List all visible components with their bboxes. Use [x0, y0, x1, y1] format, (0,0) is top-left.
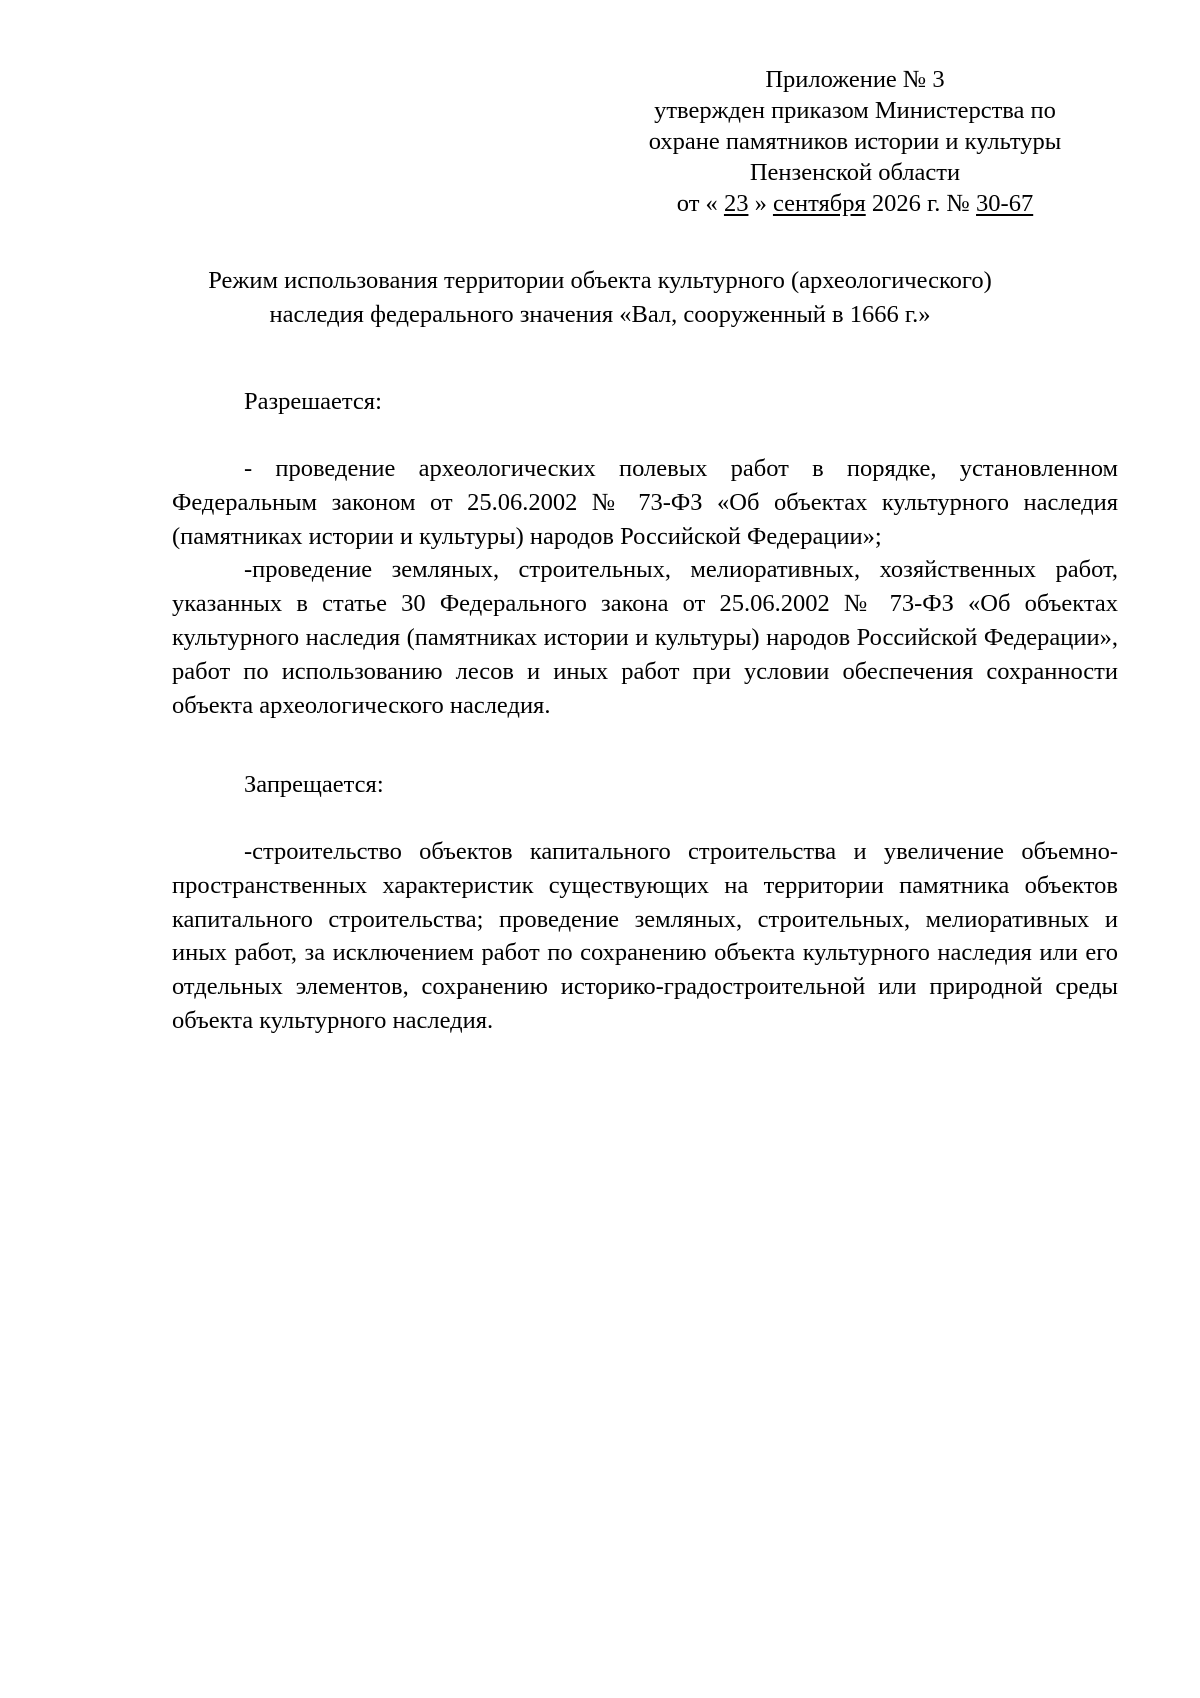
document-title [150, 264, 1050, 332]
appendix-number: Приложение № 3 [765, 66, 945, 93]
appendix-header [620, 64, 1090, 219]
approval-line-2: охране памятников истории и культуры [648, 128, 1062, 155]
prohibited-paragraph-1: -строительство объектов капитального строительства и увеличение объемно-пространственных характеристик существующих на территории памятника объектов капитального строительства; проведение земляных, строительных, мелиоративных и иных работ, за исключением работ по сохранению объекта культурного наследия или его отдельных элементов, сохранению историко-градостроительной или природной среды объекта культурного наследия. [172, 838, 1118, 1034]
approval-line-1: утвержден приказом Министерства по [654, 97, 1056, 124]
allowed-heading: Разрешается: [244, 388, 382, 415]
date-prefix: от « [676, 190, 718, 217]
date-year: 2026 г. № [871, 190, 970, 217]
allowed-section [172, 452, 1118, 722]
prohibited-heading: Запрещается: [244, 771, 384, 798]
title-line-2: наследия федерального значения «Вал, сооруженный в 1666 г.» [269, 301, 931, 328]
order-date-line [620, 188, 1090, 219]
allowed-paragraph-1: - проведение археологических полевых работ в порядке, установленном Федеральным законом от 25.06.2002 № 73-ФЗ «Об объектах культурного наследия (памятниках истории и культуры) народов Российской Федерации»; [172, 455, 1118, 550]
date-month: сентября [772, 190, 866, 217]
prohibited-section [172, 835, 1118, 1038]
title-line-1: Режим использования территории объекта культурного (археологического) [208, 267, 992, 294]
order-number: 30-67 [976, 190, 1034, 217]
date-day: 23 [723, 190, 749, 217]
approval-line-3: Пензенской области [749, 159, 961, 186]
allowed-paragraph-2: -проведение земляных, строительных, мелиоративных, хозяйственных работ, указанных в статье 30 Федерального закона от 25.06.2002 № 73-ФЗ «Об объектах культурного наследия (памятниках истории и культуры) народов Российской Федерации», работ по использованию лесов и иных работ при условии обеспечения сохранности объекта археологического наследия. [172, 556, 1118, 719]
date-separator: » [754, 190, 767, 217]
